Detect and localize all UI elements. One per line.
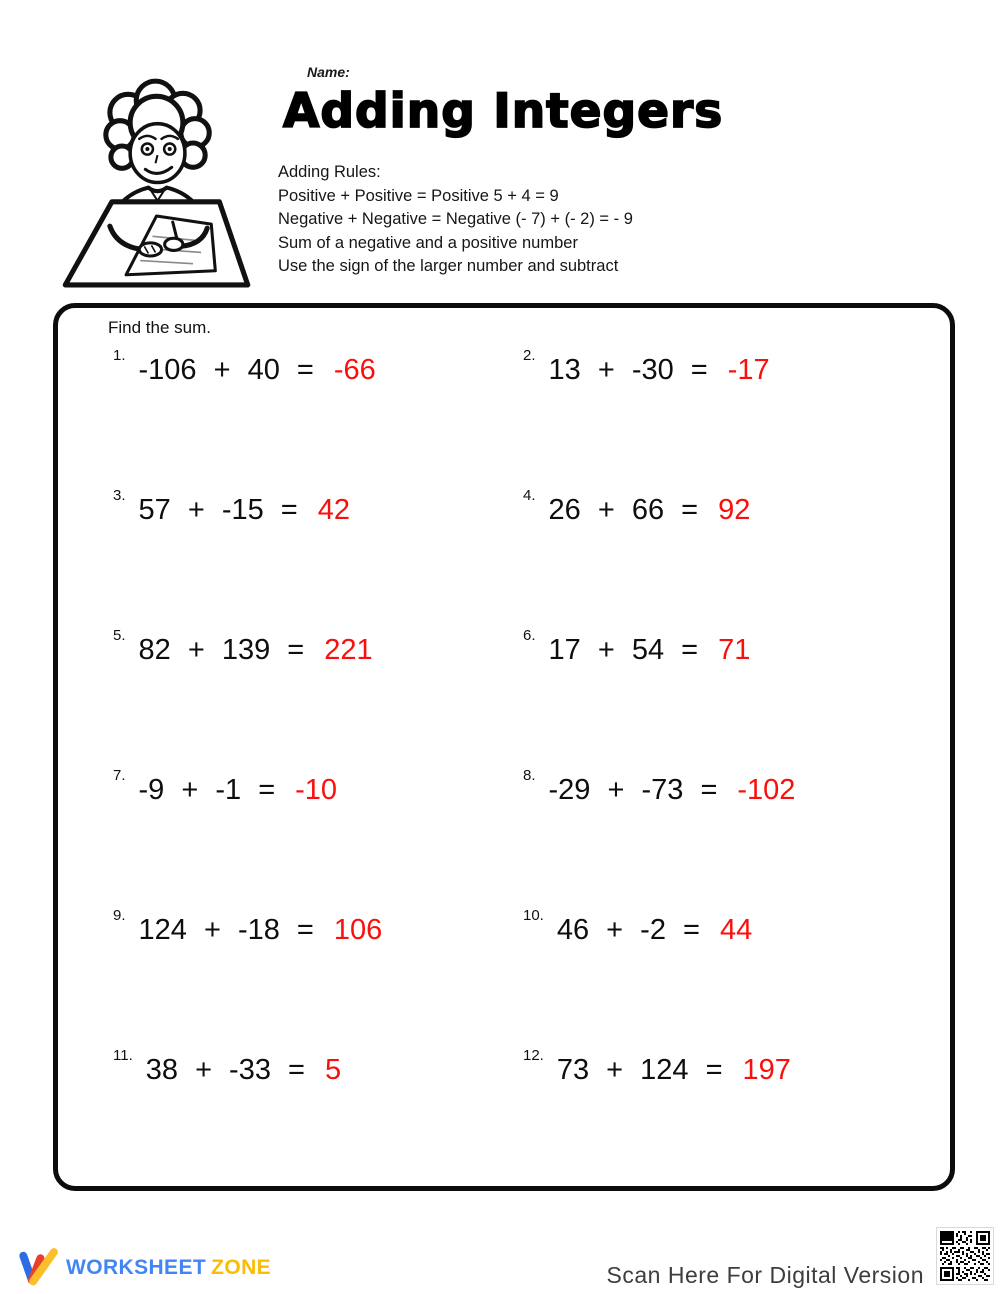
problem-answer: 44 (719, 914, 753, 946)
problem-answer: 197 (742, 1054, 791, 1086)
problem-expression: 73 + 124 = (556, 1054, 723, 1086)
worksheetzone-logo (16, 1247, 271, 1289)
problem-number: 8. (523, 767, 536, 784)
worksheetzone-w-icon (16, 1247, 60, 1289)
problem-expression: 17 + 54 = (548, 634, 699, 666)
rule-line: Positive + Positive = Positive 5 + 4 = 9 (278, 186, 559, 205)
problem-number: 6. (523, 627, 536, 644)
problem-number: 12. (523, 1047, 544, 1064)
brand-worksheet: WORKSHEET (66, 1256, 207, 1279)
problem-number: 10. (523, 907, 544, 924)
problem-answer: -10 (295, 774, 338, 806)
scan-here-text: Scan Here For Digital Version (606, 1262, 924, 1288)
problem-10 (523, 906, 752, 947)
rules-heading: Adding Rules: (278, 163, 381, 181)
problem-number: 2. (523, 347, 536, 364)
problem-answer: 71 (718, 634, 751, 666)
problem-expression: 26 + 66 = (548, 494, 699, 526)
problem-expression: 13 + -30 = (548, 354, 708, 386)
instruction-text: Find the sum. (108, 318, 211, 337)
problem-1 (113, 346, 376, 387)
problem-answer: 92 (718, 494, 751, 526)
qr-code-icon (936, 1227, 994, 1285)
problem-number: 5. (113, 627, 126, 644)
problem-expression: 124 + -18 = (138, 914, 314, 946)
problem-number: 11. (113, 1047, 133, 1064)
problem-expression: 57 + -15 = (138, 494, 298, 526)
student-writing-illustration (58, 72, 253, 290)
problem-4 (523, 486, 750, 527)
problem-expression: 38 + -33 = (145, 1054, 305, 1086)
problems-box (53, 303, 955, 1191)
problem-number: 3. (113, 487, 126, 504)
problem-12 (523, 1046, 791, 1087)
problem-number: 4. (523, 487, 536, 504)
problem-expression: 82 + 139 = (138, 634, 305, 666)
problem-answer: 42 (317, 494, 350, 526)
problem-8 (523, 766, 795, 807)
problem-expression: -106 + 40 = (138, 354, 314, 386)
problem-answer: 106 (333, 914, 383, 946)
problem-answer: -102 (737, 774, 796, 806)
problem-6 (523, 626, 750, 667)
adding-rules (278, 161, 633, 279)
problem-answer: 221 (324, 634, 373, 666)
problem-expression: -9 + -1 = (138, 774, 276, 806)
brand-zone: ZONE (211, 1256, 272, 1279)
worksheet-title: Adding Integers (283, 84, 724, 139)
problem-5 (113, 626, 373, 667)
problem-number: 7. (113, 767, 126, 784)
problem-3 (113, 486, 350, 527)
rule-line: Use the sign of the larger number and subtract (278, 257, 619, 276)
name-field-label: Name: (307, 64, 350, 80)
problem-number: 9. (113, 907, 126, 924)
problem-number: 1. (113, 347, 126, 364)
problem-expression: 46 + -2 = (556, 914, 700, 946)
problem-answer: -17 (727, 354, 770, 386)
rule-line: Sum of a negative and a positive number (278, 233, 578, 252)
problem-7 (113, 766, 337, 807)
problem-answer: 5 (324, 1054, 342, 1086)
problem-11 (113, 1046, 341, 1087)
problem-2 (523, 346, 770, 387)
rule-line: Negative + Negative = Negative (- 7) + (- 2) = - 9 (278, 210, 633, 229)
problem-expression: -29 + -73 = (548, 774, 718, 806)
problem-answer: -66 (333, 354, 376, 386)
problem-9 (113, 906, 382, 947)
